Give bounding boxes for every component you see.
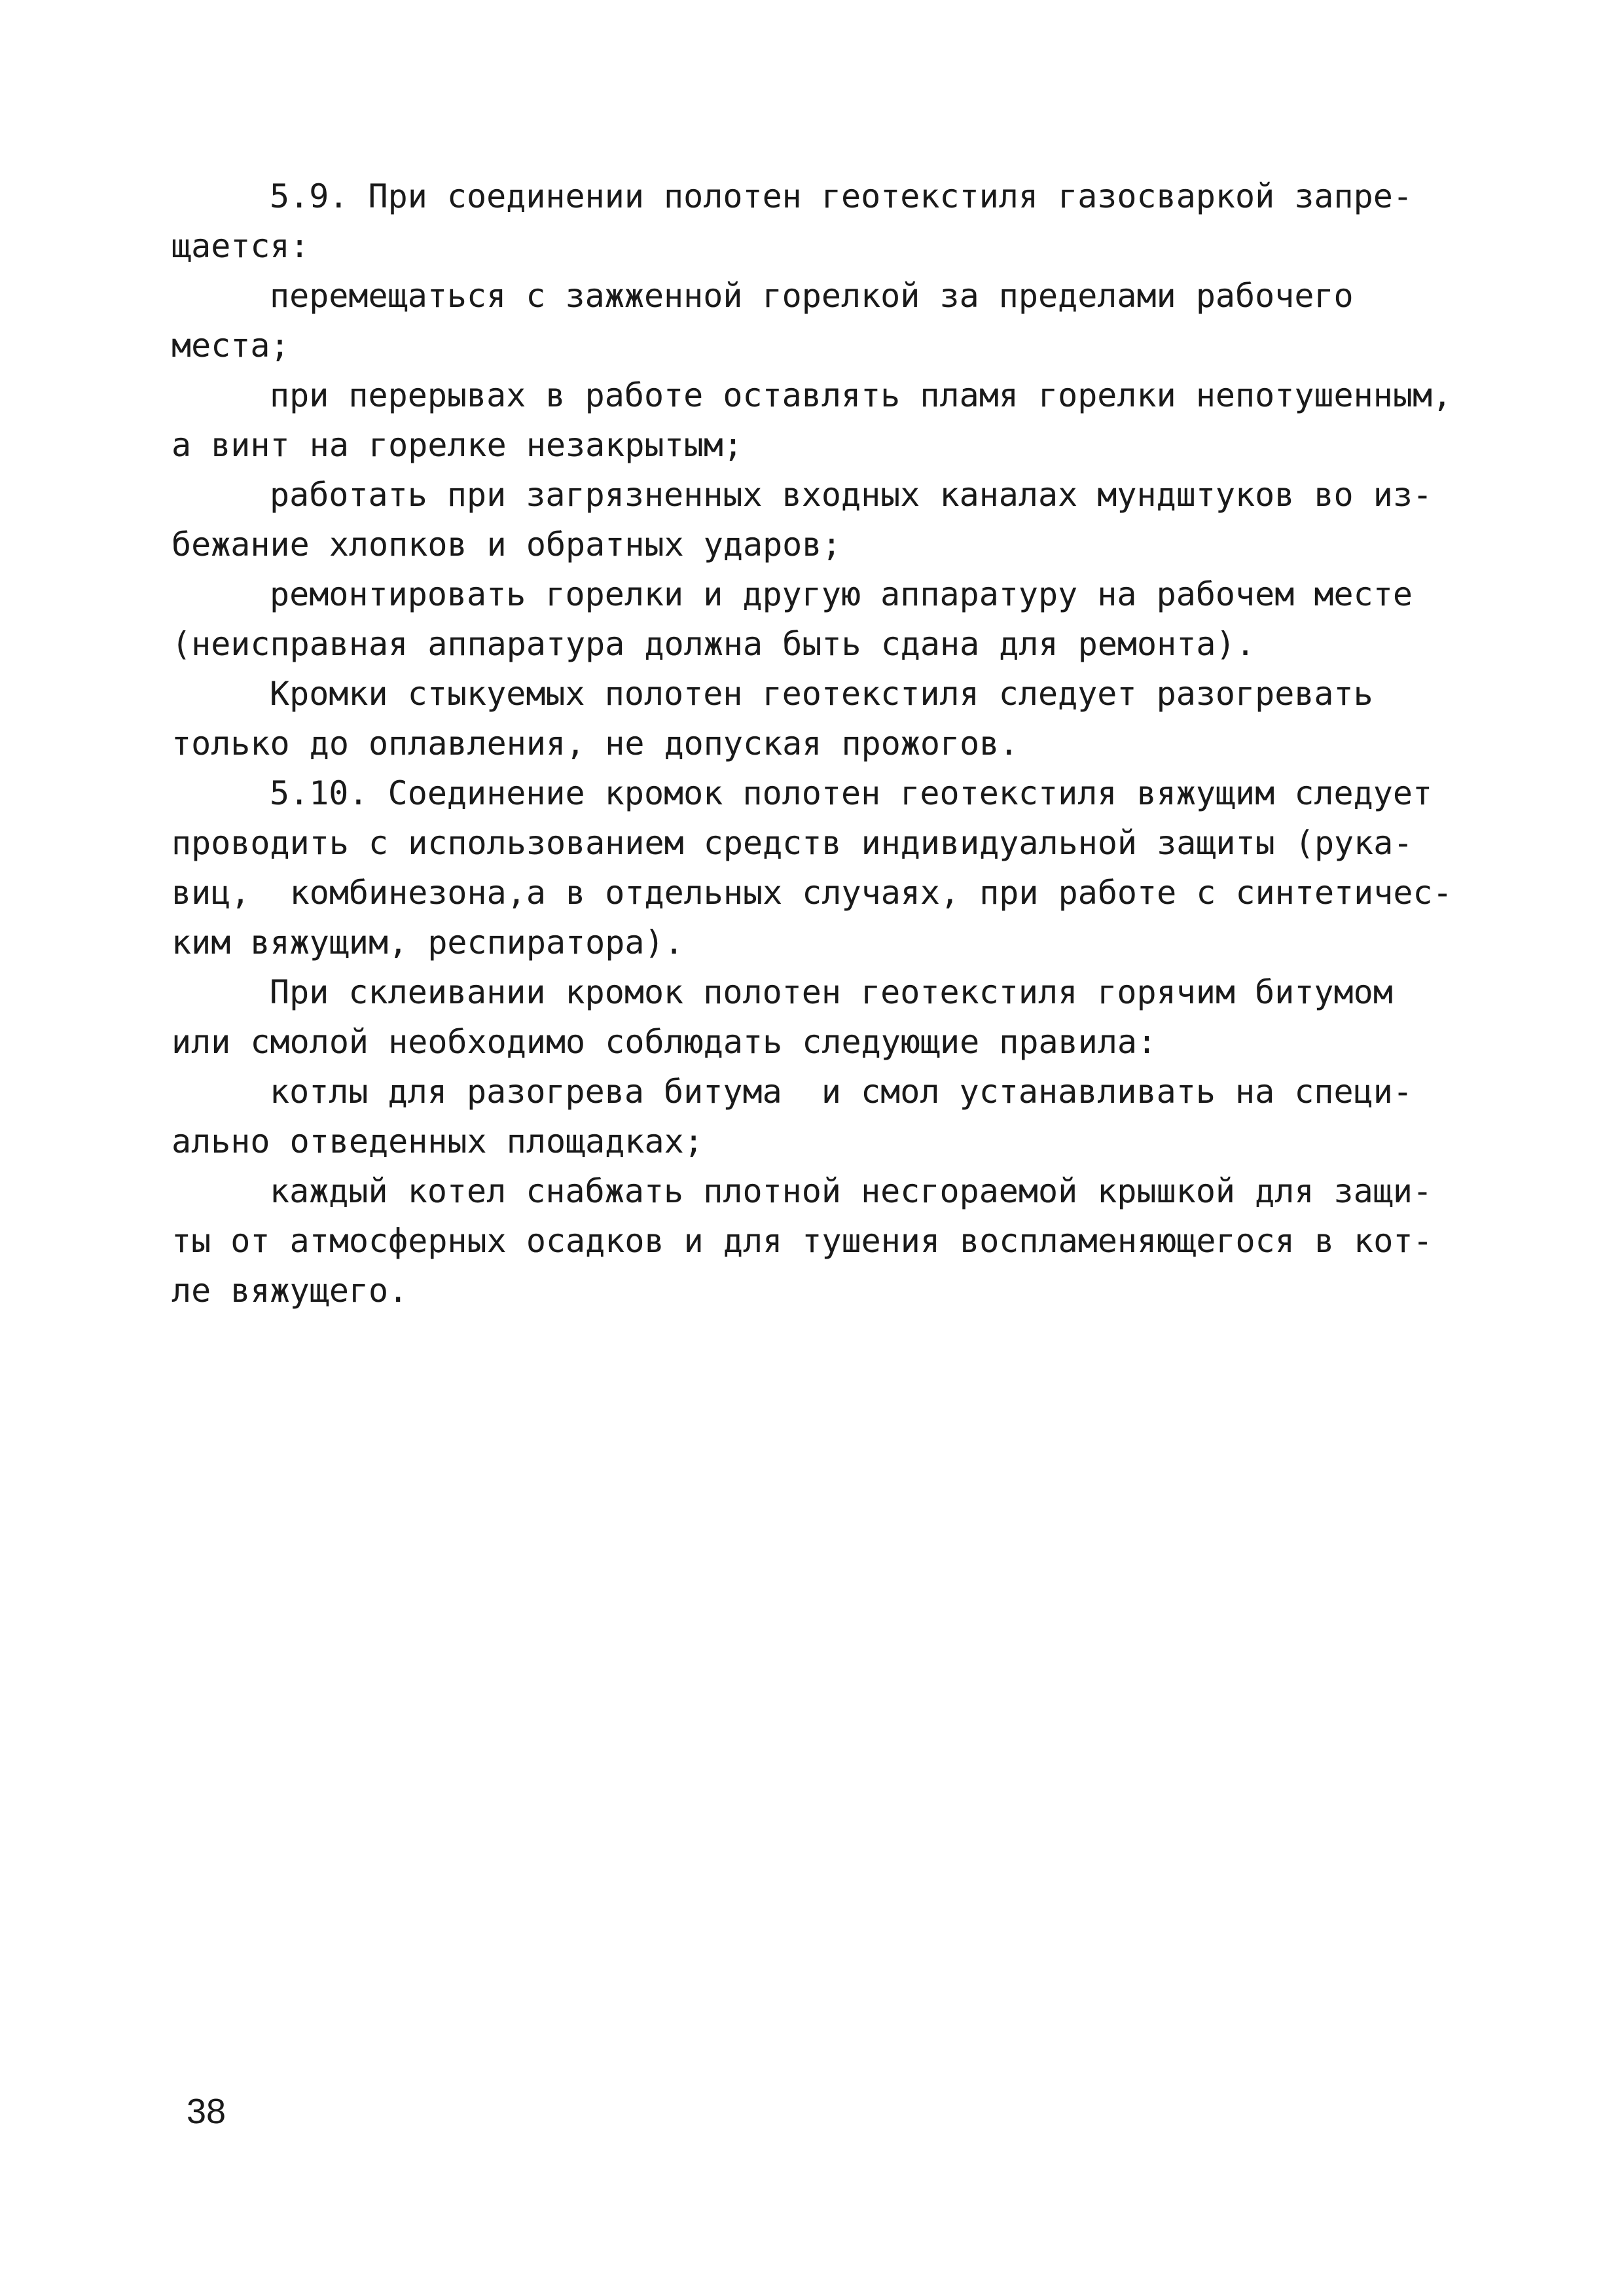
text-line: ким вяжущим, респиратора). xyxy=(171,924,684,961)
text-line: щается: xyxy=(171,227,310,265)
text-line: при перерывах в работе оставлять пламя горелки непотушенным, xyxy=(270,376,1453,414)
text-line: котлы для разогрева битума и смол устанавливать на специ- xyxy=(270,1073,1413,1111)
text-line: или смолой необходимо соблюдать следующие правила: xyxy=(171,1023,1157,1061)
text-line: 5.9. При соединении полотен геотекстиля газосваркой запре- xyxy=(270,177,1413,215)
text-line: При склеивании кромок полотен геотекстиля горячим битумом xyxy=(270,973,1393,1011)
page-number: 38 xyxy=(187,2092,226,2131)
text-line: (неисправная аппаратура должна быть сдана для ремонта). xyxy=(171,625,1255,663)
text-line: ты от атмосферных осадков и для тушения воспламеняющегося в кот- xyxy=(171,1222,1433,1260)
text-line: ле вяжущего. xyxy=(171,1272,408,1310)
text-line: каждый котел снабжать плотной несгораемой крышкой для защи- xyxy=(270,1172,1433,1210)
text-line: проводить с использованием средств индивидуальной защиты (рука- xyxy=(171,824,1413,862)
text-line: бежание хлопков и обратных ударов; xyxy=(171,526,842,564)
body-text xyxy=(171,171,1481,1316)
text-line: ально отведенных площадках; xyxy=(171,1122,704,1160)
text-line: а винт на горелке незакрытым; xyxy=(171,426,743,464)
text-line: 5.10. Соединение кромок полотен геотекстиля вяжущим следует xyxy=(270,774,1433,812)
text-line: места; xyxy=(171,327,290,365)
text-line: ремонтировать горелки и другую аппаратуру на рабочем месте xyxy=(270,575,1413,613)
text-line: перемещаться с зажженной горелкой за пределами рабочего xyxy=(270,277,1354,315)
text-line: виц, комбинезона,а в отдельных случаях, при работе с синтетичес- xyxy=(171,874,1453,912)
text-line: работать при загрязненных входных каналах мундштуков во из- xyxy=(270,476,1433,514)
text-line: Кромки стыкуемых полотен геотекстиля следует разогревать xyxy=(270,675,1373,713)
text-line: только до оплавления, не допуская прожогов. xyxy=(171,725,1019,762)
